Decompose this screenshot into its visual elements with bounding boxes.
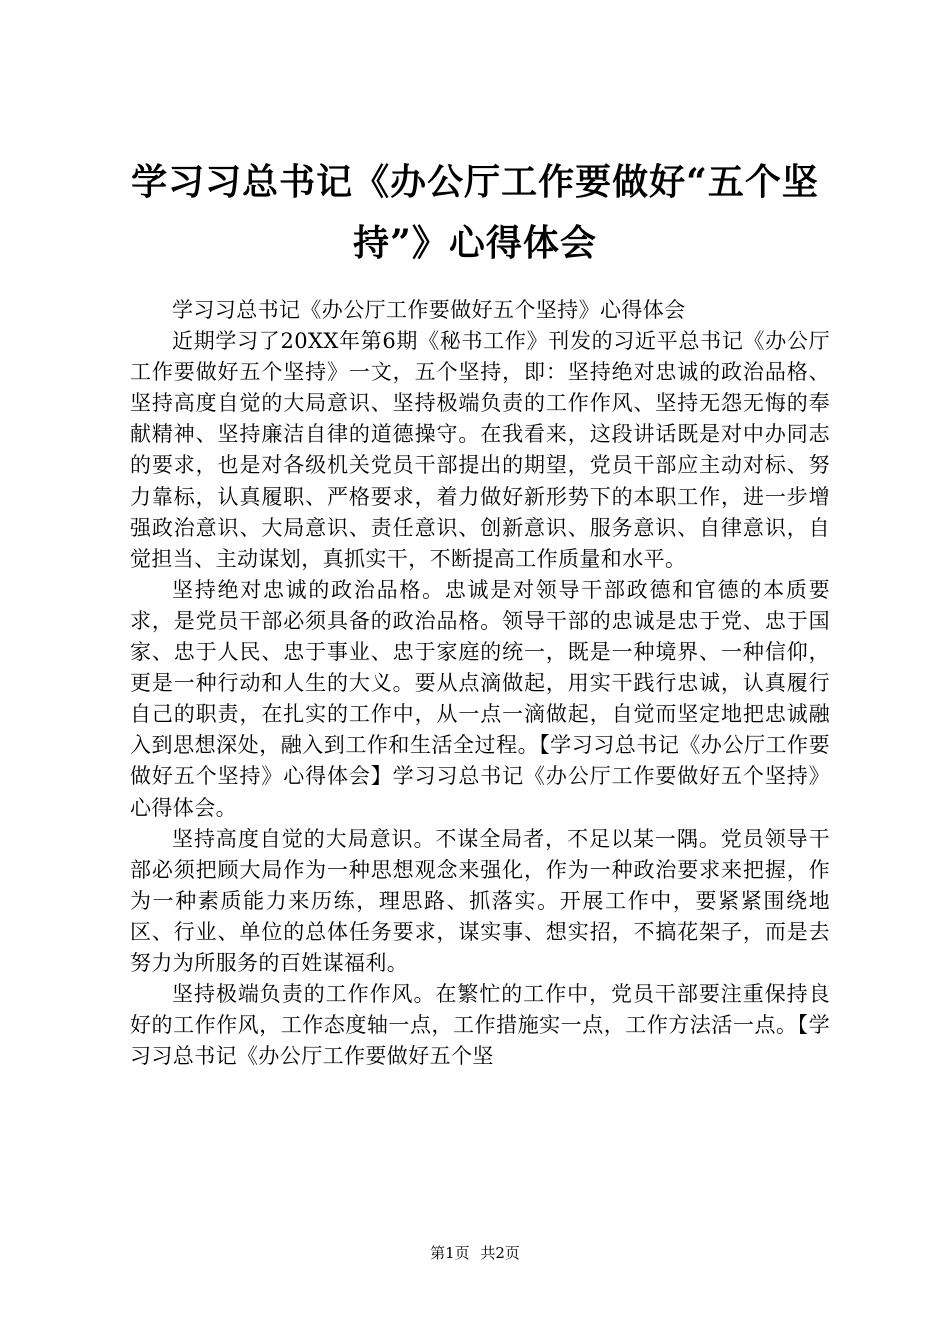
- work-style-paragraph: 坚持极端负责的工作作风。在繁忙的工作中，党员干部要注重保持良好的工作作风，工作态度轴一点，工作措施实一点，工作方法活一点。【学习习总书记《办公厅工作要做好五个坚: [130, 982, 830, 1069]
- document-body: [130, 295, 830, 1072]
- loyalty-paragraph: 坚持绝对忠诚的政治品格。忠诚是对领导干部政德和官德的本质要求，是党员干部必须具备的政治品格。领导干部的忠诚是忠于党、忠于国家、忠于人民、忠于事业、忠于家庭的统一，既是一种境界、一种信仰，更是一种行动和人生的大义。要从点滴做起，用实干践行忠诚，认真履行自己的职责，在扎实的工作中，从一点一滴做起，自觉而坚定地把忠诚融入到思想深处，融入到工作和生活全过程。【学习习总书记《办公厅工作要做好五个坚持》心得体会】学习习总书记《办公厅工作要做好五个坚持》心得体会。: [130, 577, 830, 820]
- page-number: 第1页: [430, 1244, 470, 1262]
- document-title-line-1: 学习习总书记《办公厅工作要做好“五个坚: [131, 161, 819, 203]
- page-footer: [0, 1244, 950, 1262]
- intro-paragraph: 近期学习了20XX年第6期《秘书工作》刊发的习近平总书记《办公厅工作要做好五个坚持》一文，五个坚持，即：坚持绝对忠诚的政治品格、坚持高度自觉的大局意识、坚持极端负责的工作作风、坚持无怨无悔的奉献精神、坚持廉洁自律的道德操守。在我看来，这段讲话既是对中办同志的要求，也是对各级机关党员干部提出的期望，党员干部应主动对标、努力靠标，认真履职、严格要求，着力做好新形势下的本职工作，进一步增强政治意识、大局意识、责任意识、创新意识、服务意识、自律意识，自觉担当、主动谋划，真抓实干，不断提高工作质量和水平。: [130, 329, 830, 571]
- page-total: 共2页: [480, 1244, 520, 1262]
- subtitle-paragraph: 学习习总书记《办公厅工作要做好五个坚持》心得体会: [172, 298, 686, 322]
- overall-situation-paragraph: 坚持高度自觉的大局意识。不谋全局者，不足以某一隅。党员领导干部必须把顾大局作为一种思想观念来强化，作为一种政治要求来把握，作为一种素质能力来历练，理思路、抓落实。开展工作中，要紧紧围绕地区、行业、单位的总体任务要求，谋实事、想实招，不搞花架子，而是去努力为所服务的百姓谋福利。: [130, 826, 830, 975]
- document-title-line-2: 持”》心得体会: [353, 222, 597, 264]
